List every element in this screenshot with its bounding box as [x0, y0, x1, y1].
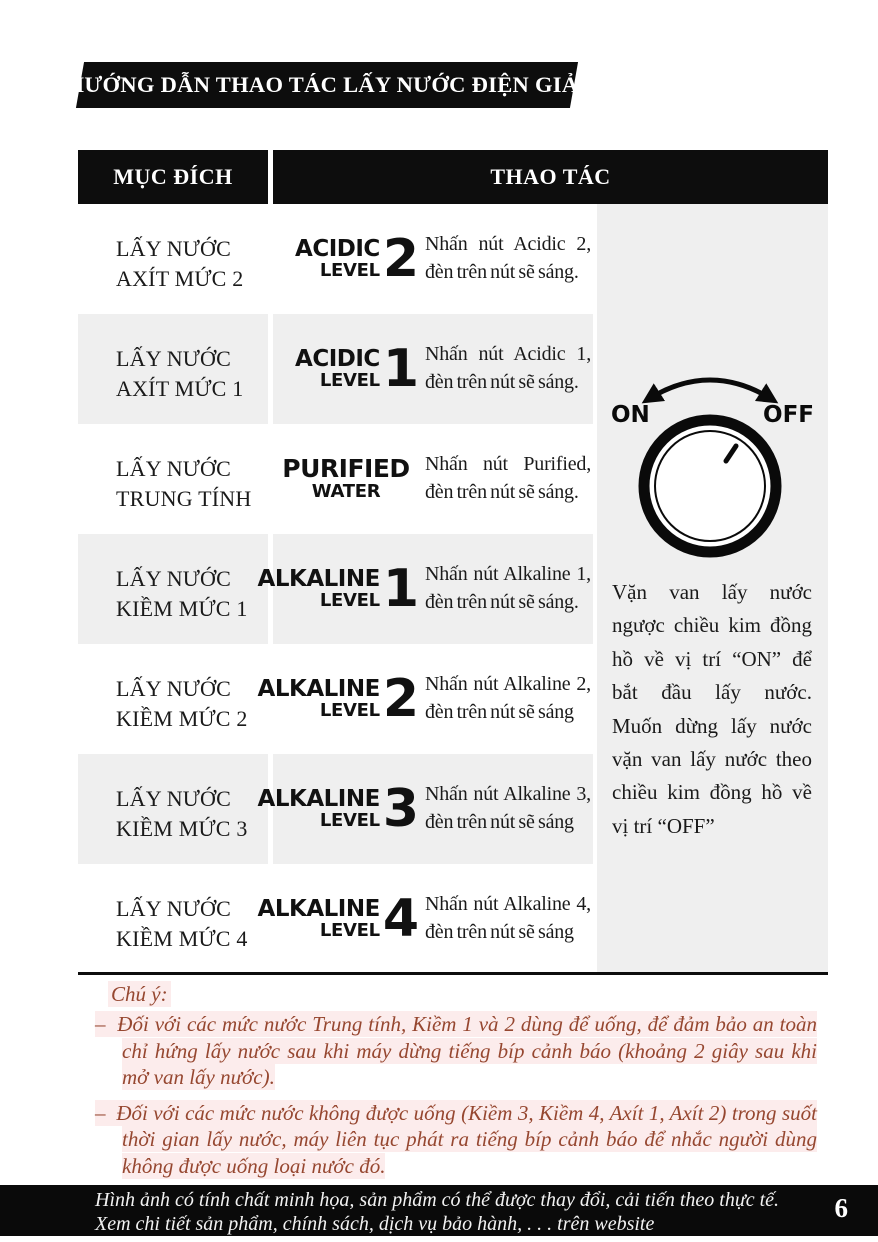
- title-banner: [66, 62, 588, 108]
- table-row: [78, 534, 593, 644]
- purpose-cell: LẤY NƯỚC KIỀM MỨC 2: [78, 644, 268, 754]
- bullet-dash: –: [95, 1012, 106, 1036]
- table-row: [78, 424, 593, 534]
- page-title: HƯỚNG DẪN THAO TÁC LẤY NƯỚC ĐIỆN GIẢI: [66, 72, 588, 97]
- note-item: – Đối với các mức nước Trung tính, Kiềm 1 và 2 dùng để uống, để đảm bảo an toàn chỉ hứng lấy nước sau khi máy dừng tiếng bíp cảnh báo (khoảng 2 giây sau khi mở van lấy nước).: [95, 1012, 818, 1089]
- action-description: Nhấn nút Alkaline 3, đèn trên nút sẽ sáng: [419, 754, 593, 864]
- table-row: [78, 644, 593, 754]
- purpose-cell: LẤY NƯỚC AXÍT MỨC 1: [78, 314, 268, 424]
- button-label-cell: PURIFIED WATER: [273, 424, 419, 534]
- action-description: Nhấn nút Acidic 1, đèn trên nút sẽ sáng.: [419, 314, 593, 424]
- action-description: Nhấn nút Alkaline 4, đèn trên nút sẽ sáng: [419, 864, 593, 974]
- off-label: OFF: [763, 402, 814, 428]
- button-label-cell: ACIDIC LEVEL 1: [273, 314, 419, 424]
- column-header-action: THAO TÁC: [273, 150, 828, 204]
- note-item: – Đối với các mức nước không được uống (Kiềm 3, Kiềm 4, Axít 1, Axít 2) trong suốt thời gian lấy nước, máy liên tục phát ra tiếng bíp cảnh báo để nhắc người dùng không được uống loại nước đó.: [95, 1100, 818, 1178]
- valve-knob-icon: [597, 368, 828, 568]
- button-label-cell: ALKALINE LEVEL 3: [273, 754, 419, 864]
- purpose-cell: LẤY NƯỚC KIỀM MỨC 3: [78, 754, 268, 864]
- knob-outer-ring: [644, 420, 776, 552]
- table-row: [78, 864, 593, 974]
- footer-disclaimer: Hình ảnh có tính chất minh họa, sản phẩm có thể được thay đổi, cải tiến theo thực tế. Xem chi tiết sản phẩm, chính sách, dịch vụ bảo hành, . . . trên website: [95, 1189, 780, 1235]
- action-description: Nhấn nút Alkaline 1, đèn trên nút sẽ sáng.: [419, 534, 593, 644]
- action-description: Nhấn nút Acidic 2, đèn trên nút sẽ sáng.: [419, 204, 593, 314]
- table-header: [78, 150, 828, 204]
- table-row: [78, 314, 593, 424]
- page-footer: [0, 1185, 878, 1236]
- rotation-arrow-icon: [647, 380, 773, 400]
- action-description: Nhấn nút Alkaline 2, đèn trên nút sẽ sáng: [419, 644, 593, 754]
- valve-instruction-text: Vặn van lấy nước ngược chiều kim đồng hồ về vị trí “ON” để bắt đầu lấy nước. Muốn dừng lấy nước vặn van lấy nước theo chiều kim đồng hồ về vị trí “OFF”: [612, 580, 812, 838]
- purpose-cell: LẤY NƯỚC KIỀM MỨC 4: [78, 864, 268, 974]
- valve-instruction-panel: [597, 204, 828, 972]
- bullet-dash: –: [95, 1100, 106, 1125]
- on-label: ON: [611, 402, 650, 428]
- button-label-cell: ALKALINE LEVEL 2: [273, 644, 419, 754]
- button-label-cell: ALKALINE LEVEL 4: [273, 864, 419, 974]
- action-description: Nhấn nút Purified, đèn trên nút sẽ sáng.: [419, 424, 593, 534]
- page-number: 6: [834, 1193, 848, 1223]
- button-label-cell: ALKALINE LEVEL 1: [273, 534, 419, 644]
- notes-heading: Chú ý:: [108, 980, 817, 1008]
- purpose-cell: LẤY NƯỚC TRUNG TÍNH: [78, 424, 268, 534]
- button-label-cell: ACIDIC LEVEL 2: [273, 204, 419, 314]
- column-header-purpose: MỤC ĐÍCH: [78, 150, 268, 204]
- table-body: [78, 204, 593, 974]
- notes-section: [95, 980, 817, 1188]
- table-bottom-border: [78, 972, 828, 975]
- table-row: [78, 754, 593, 864]
- table-row: [78, 204, 593, 314]
- purpose-cell: LẤY NƯỚC AXÍT MỨC 2: [78, 204, 268, 314]
- purpose-cell: LẤY NƯỚC KIỀM MỨC 1: [78, 534, 268, 644]
